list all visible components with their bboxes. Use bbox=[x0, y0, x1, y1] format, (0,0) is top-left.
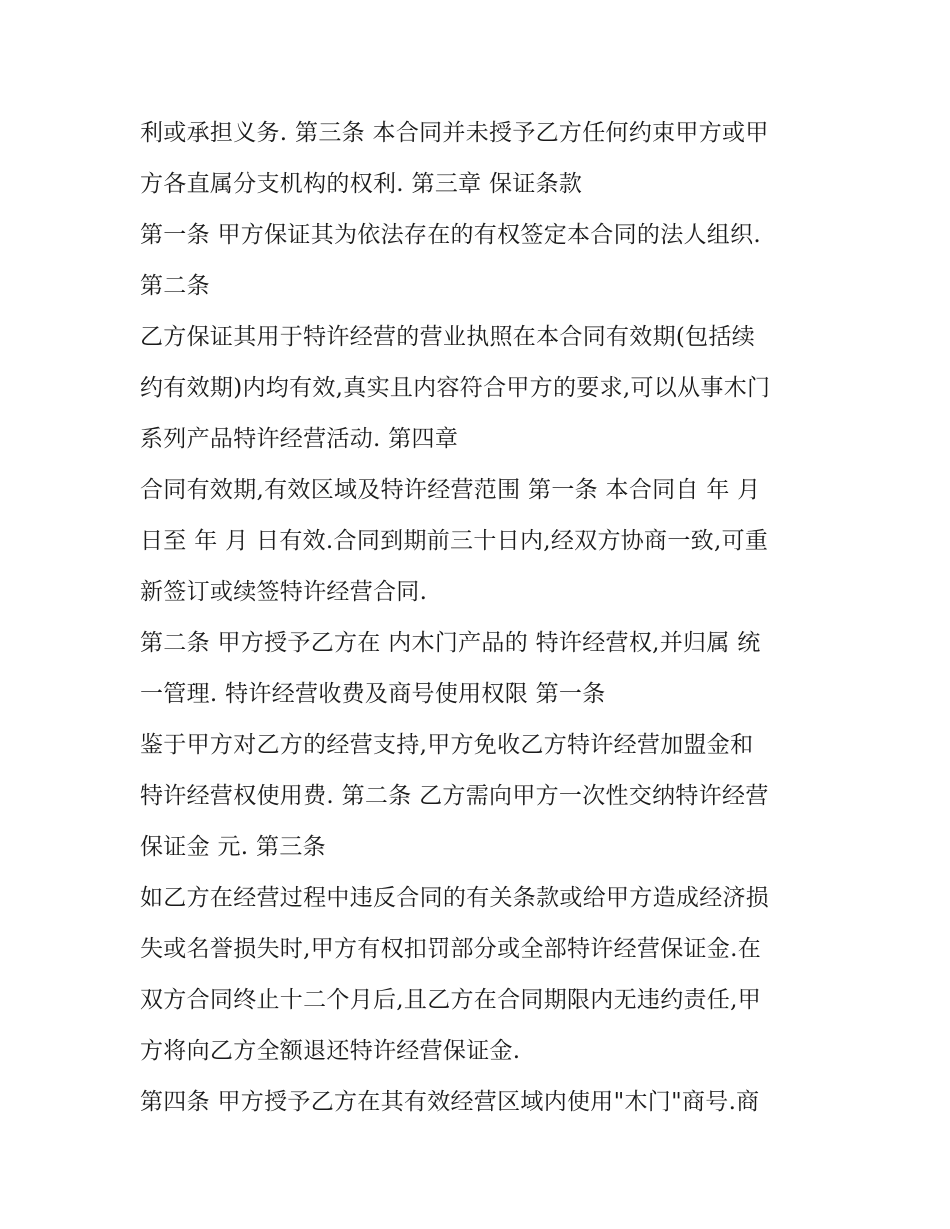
text-line: 失或名誉损失时,甲方有权扣罚部分或全部特许经营保证金.在 bbox=[140, 936, 762, 962]
text-line: 方将向乙方全额退还特许经营保证金. bbox=[140, 1038, 521, 1064]
text-line: 新签订或续签特许经营合同. bbox=[140, 579, 428, 605]
text-line: 合同有效期,有效区域及特许经营范围 第一条 本合同自 年 月 bbox=[140, 477, 761, 503]
text-line: 第一条 甲方保证其为依法存在的有权签定本合同的法人组织. bbox=[140, 222, 762, 248]
text-line: 一管理. 特许经营收费及商号使用权限 第一条 bbox=[140, 681, 606, 707]
text-line: 第四条 甲方授予乙方在其有效经营区域内使用"木门"商号.商 bbox=[140, 1089, 760, 1115]
text-line: 约有效期)内均有效,真实且内容符合甲方的要求,可以从事木门 bbox=[140, 375, 771, 401]
text-line: 第二条 甲方授予乙方在 内木门产品的 特许经营权,并归属 统 bbox=[140, 630, 761, 656]
text-line: 特许经营权使用费. 第二条 乙方需向甲方一次性交纳特许经营 bbox=[140, 783, 769, 809]
text-line: 乙方保证其用于特许经营的营业执照在本合同有效期(包括续 bbox=[140, 324, 756, 350]
text-line: 利或承担义务. 第三条 本合同并未授予乙方任何约束甲方或甲 bbox=[140, 120, 769, 146]
text-line: 方各直属分支机构的权利. 第三章 保证条款 bbox=[140, 171, 583, 197]
text-line: 日至 年 月 日有效.合同到期前三十日内,经双方协商一致,可重 bbox=[140, 528, 769, 554]
text-line: 第二条 bbox=[140, 273, 210, 299]
text-line: 系列产品特许经营活动. 第四章 bbox=[140, 426, 459, 452]
text-line: 鉴于甲方对乙方的经营支持,甲方免收乙方特许经营加盟金和 bbox=[140, 732, 754, 758]
text-line: 如乙方在经营过程中违反合同的有关条款或给甲方造成经济损 bbox=[140, 885, 770, 911]
document-body bbox=[140, 108, 820, 1128]
text-line: 双方合同终止十二个月后,且乙方在合同期限内无违约责任,甲 bbox=[140, 987, 762, 1013]
text-line: 保证金 元. 第三条 bbox=[140, 834, 326, 860]
